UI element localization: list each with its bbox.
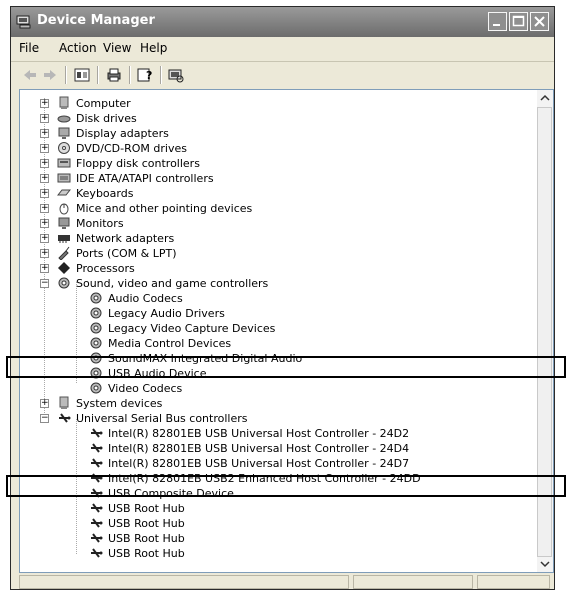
status-pane: [19, 575, 349, 589]
expand-toggle[interactable]: +: [41, 203, 49, 213]
keyboard-icon: [57, 186, 71, 200]
usb-icon: [89, 516, 103, 530]
ide-icon: [57, 171, 71, 185]
expand-toggle[interactable]: +: [41, 188, 49, 198]
highlight-box-usb-composite-device: [6, 475, 566, 497]
back-arrow-icon[interactable]: [21, 67, 39, 83]
monitor-icon: [57, 126, 71, 140]
scroll-up-icon[interactable]: [537, 90, 553, 106]
expand-toggle[interactable]: +: [41, 398, 49, 408]
scan-hardware-icon[interactable]: [167, 67, 185, 83]
help-icon[interactable]: [136, 67, 154, 83]
toolbar: [11, 61, 554, 90]
status-pane: [353, 575, 473, 589]
toolbar-separator: [129, 66, 131, 84]
usb-icon: [57, 411, 71, 425]
print-icon[interactable]: [105, 67, 123, 83]
expand-toggle[interactable]: +: [41, 248, 49, 258]
mouse-icon: [57, 201, 71, 215]
toolbar-separator: [97, 66, 99, 84]
sound-icon: [89, 381, 103, 395]
forward-arrow-icon[interactable]: [41, 67, 59, 83]
close-icon: [531, 13, 548, 30]
close-button[interactable]: [530, 12, 549, 31]
toolbar-separator: [160, 66, 162, 84]
vertical-scrollbar[interactable]: [537, 90, 553, 572]
properties-icon[interactable]: [73, 67, 91, 83]
expand-toggle[interactable]: +: [41, 113, 49, 123]
expand-toggle[interactable]: +: [41, 263, 49, 273]
scroll-down-icon[interactable]: [537, 556, 553, 572]
usb-icon: [89, 456, 103, 470]
highlight-box-usb-audio-device: [6, 356, 566, 378]
network-icon: [57, 231, 71, 245]
processor-icon: [57, 261, 71, 275]
system-icon: [57, 396, 71, 410]
menu-view[interactable]: View: [103, 41, 132, 55]
device-manager-window: [10, 6, 555, 590]
sound-icon: [89, 336, 103, 350]
svg-text:?: ?: [146, 69, 153, 82]
minimize-button[interactable]: [488, 12, 507, 31]
toolbar-separator: [65, 66, 67, 84]
sound-icon: [89, 291, 103, 305]
status-bar: [19, 575, 550, 589]
usb-icon: [89, 426, 103, 440]
sound-icon: [57, 276, 71, 290]
floppy-icon: [57, 156, 71, 170]
expand-toggle[interactable]: +: [41, 128, 49, 138]
maximize-icon: [510, 13, 527, 30]
expand-toggle[interactable]: +: [41, 158, 49, 168]
expand-toggle[interactable]: +: [41, 218, 49, 228]
usb-icon: [89, 546, 103, 560]
title-bar[interactable]: [11, 7, 554, 37]
menu-help[interactable]: Help: [140, 41, 168, 55]
expand-toggle[interactable]: +: [41, 98, 49, 108]
menu-file[interactable]: File: [19, 41, 40, 55]
collapse-toggle[interactable]: −: [41, 413, 49, 423]
monitor-icon: [57, 216, 71, 230]
cdrom-icon: [57, 141, 71, 155]
expand-toggle[interactable]: +: [41, 143, 49, 153]
expand-toggle[interactable]: +: [41, 173, 49, 183]
sound-icon: [89, 306, 103, 320]
sound-icon: [89, 321, 103, 335]
menu-action[interactable]: Action: [59, 41, 97, 55]
collapse-toggle[interactable]: −: [41, 278, 49, 288]
computer-icon: [57, 96, 71, 110]
status-pane: [477, 575, 550, 589]
device-manager-icon: [16, 14, 32, 30]
expand-toggle[interactable]: +: [41, 233, 49, 243]
maximize-button[interactable]: [509, 12, 528, 31]
menu-bar: [11, 37, 554, 61]
usb-icon: [89, 501, 103, 515]
minimize-icon: [489, 13, 506, 30]
device-tree[interactable]: Computer Disk drives Display adapters DVD/CD-ROM drives Floppy disk controllers IDE ATA/ATAPI controllers Keyboards Mice and other pointing devices Monitors Network adapters Ports (COM & LPT) Processors Sound, video and game controllers Audio Codecs Legacy Audio Drivers Legacy Video Capture Devices Media Control Devices SoundMAX Integrated Digital Audio USB Audio Device Video Codecs System devices Universal Serial Bus controllers Intel(R) 82801EB USB Universal Host Controller - 24D2 Intel(R) 82801EB USB Universal Host Controller - 24D4 Intel(R) 82801EB USB Universal Host Controller - 24D7 Intel(R) 82801EB USB2 Enhanced Host Controller - 24DD USB Composite Device USB Root Hub USB Root Hub USB Root Hub USB Root Hub + + + + + + + + + + + + − + −: [19, 89, 554, 573]
port-icon: [57, 246, 71, 260]
usb-icon: [89, 441, 103, 455]
usb-icon: [89, 531, 103, 545]
disk-icon: [57, 111, 71, 125]
window-title: Device Manager: [37, 13, 155, 28]
